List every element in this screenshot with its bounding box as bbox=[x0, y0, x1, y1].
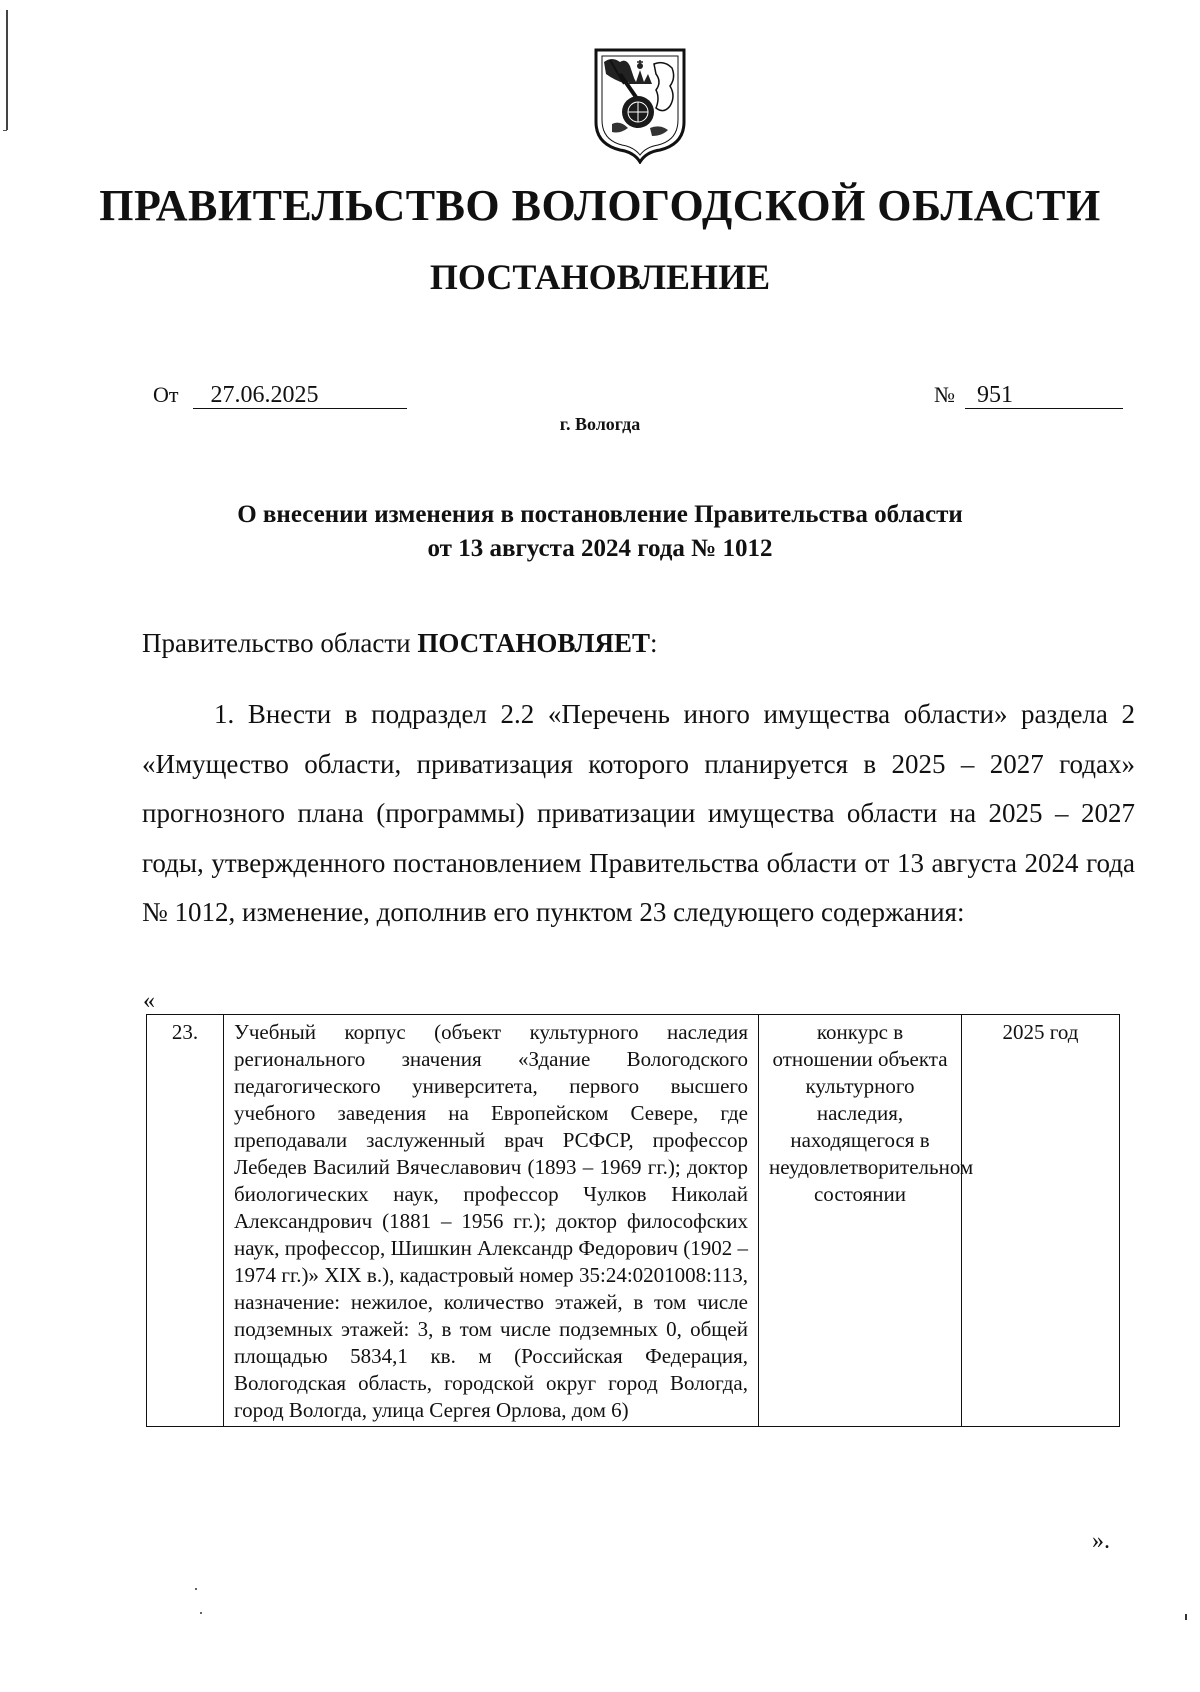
number-value: 951 bbox=[965, 382, 1123, 409]
scan-edge-tick bbox=[3, 130, 7, 131]
resolves-suffix: : bbox=[649, 628, 658, 658]
resolves-line bbox=[142, 628, 658, 659]
government-title: ПРАВИТЕЛЬСТВО ВОЛОГОДСКОЙ ОБЛАСТИ bbox=[99, 181, 1101, 230]
resolves-prefix: Правительство области bbox=[142, 628, 418, 658]
date-field bbox=[153, 382, 407, 409]
document-type: ПОСТАНОВЛЕНИЕ bbox=[429, 257, 771, 297]
document-subject bbox=[160, 498, 1040, 566]
scan-speck bbox=[195, 1588, 197, 1590]
vologda-coat-of-arms-icon bbox=[590, 44, 690, 164]
number-field bbox=[934, 382, 1123, 409]
subject-line-1: О внесении изменения в постановление Правительства области bbox=[237, 501, 963, 528]
row-description: Учебный корпус (объект культурного наследия регионального значения «Здание Вологодского педагогического университета, первого высшего учебного заведения на Европейском Севере, где преподавали заслуженный врач РСФСР, профессор Лебедев Василий Вячеславович (1893 – 1969 гг.); доктор биологических наук, профессор Чулков Николай Александрович (1881 – 1956 гг.); доктор философских наук, профессор, Шишкин Александр Федорович (1902 – 1974 гг.)» XIX в.), кадастровый номер 35:24:0201008:113, назначение: нежилое, количество этажей, в том числе подземных этажей: 3, в том числе подземных 0, общей площадью 5834,1 кв. м (Российская Федерация, Вологодская область, городской округ город Вологда, город Вологда, улица Сергея Орлова, дом 6) bbox=[224, 1015, 759, 1427]
scan-edge-mark bbox=[6, 10, 8, 130]
number-label: № bbox=[934, 382, 955, 407]
scan-speck bbox=[200, 1612, 202, 1614]
city: г. Вологда bbox=[559, 414, 641, 434]
row-method: конкурс в отношении объекта культурного наследия, находящегося в неудовлетворительном состоянии bbox=[759, 1015, 962, 1427]
resolves-keyword: ПОСТАНОВЛЯЕТ bbox=[417, 628, 650, 658]
open-quote: « bbox=[143, 988, 155, 1014]
row-year: 2025 год bbox=[962, 1015, 1120, 1427]
date-value: 27.06.2025 bbox=[193, 382, 407, 409]
row-number: 23. bbox=[147, 1015, 224, 1427]
paragraph-1: 1. Внести в подраздел 2.2 «Перечень иного имущества области» раздела 2 «Имущество области, приватизация которого планируется в 2025 – 2027 годах» прогнозного плана (программы) приватизации имущества области на 2025 – 2027 годы, утвержденного постановлением Правительства области от 13 августа 2024 года № 1012, изменение, дополнив его пунктом 23 следующего содержания: bbox=[142, 699, 1135, 927]
close-quote: ». bbox=[1092, 1528, 1110, 1554]
date-label: От bbox=[153, 382, 179, 407]
subject-line-2: от 13 августа 2024 года № 1012 bbox=[427, 535, 773, 562]
table-row bbox=[147, 1015, 1120, 1427]
property-table bbox=[146, 1014, 1120, 1427]
scan-speck bbox=[1185, 1614, 1187, 1620]
